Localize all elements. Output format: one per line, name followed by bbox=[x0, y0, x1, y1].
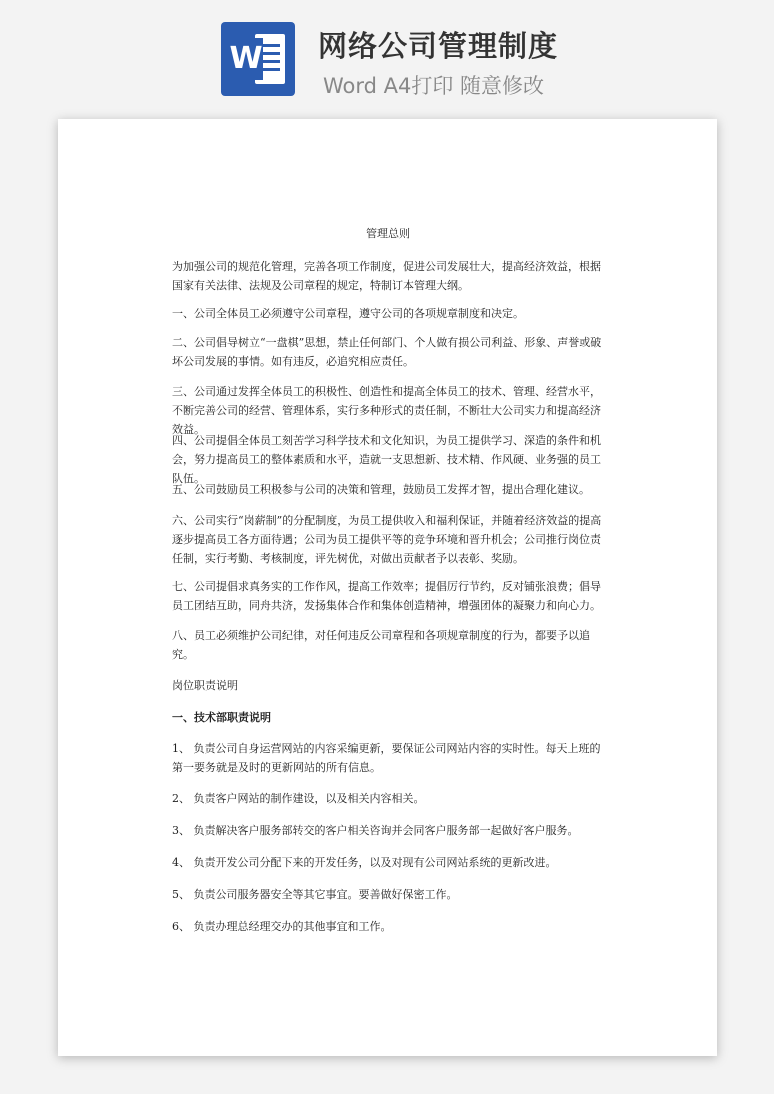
article-7: 七、公司提倡求真务实的工作作风，提高工作效率；提倡厉行节约，反对铺张浪费；倡导员工团结互助，同舟共济，发扬集体合作和集体创造精神，增强团体的凝聚力和向心力。 bbox=[172, 580, 601, 612]
section-2-title: 岗位职责说明 bbox=[172, 679, 238, 692]
section-heading: 管理总则 bbox=[366, 227, 410, 240]
duty-3: 3、 负责解决客户服务部转交的客户相关咨询并会同客户服务部一起做好客户服务。 bbox=[172, 824, 579, 837]
document-page bbox=[58, 119, 717, 1056]
banner bbox=[0, 0, 774, 118]
duty-1: 1、 负责公司自身运营网站的内容采编更新，要保证公司网站内容的实时性。每天上班的第一要务就是及时的更新网站的所有信息。 bbox=[172, 742, 601, 774]
dept-title: 一、技术部职责说明 bbox=[172, 711, 271, 724]
article-4: 四、公司提倡全体员工刻苦学习科学技术和文化知识，为员工提供学习、深造的条件和机会，努力提高员工的整体素质和水平，造就一支思想新、技术精、作风硬、业务强的员工队伍。 bbox=[172, 434, 601, 485]
document-subtitle: Word A4打印 随意修改 bbox=[323, 74, 545, 98]
article-2: 二、公司倡导树立“一盘棋”思想，禁止任何部门、个人做有损公司利益、形象、声誉或破坏公司发展的事情。如有违反，必追究相应责任。 bbox=[172, 336, 602, 368]
article-8: 八、员工必须维护公司纪律，对任何违反公司章程和各项规章制度的行为，都要予以追究。 bbox=[172, 629, 590, 661]
document-title: 网络公司管理制度 bbox=[318, 29, 559, 63]
word-logo-icon bbox=[221, 22, 295, 96]
duty-6: 6、 负责办理总经理交办的其他事宜和工作。 bbox=[172, 920, 392, 933]
word-letter: W bbox=[229, 38, 263, 80]
article-6: 六、公司实行“岗薪制”的分配制度，为员工提供收入和福利保证，并随着经济效益的提高逐步提高员工各方面待遇；公司为员工提供平等的竞争环境和晋升机会；公司推行岗位责任制，实行考勤、考核制度，评先树优，对做出贡献者予以表彰、奖励。 bbox=[172, 514, 602, 565]
intro-paragraph: 为加强公司的规范化管理，完善各项工作制度，促进公司发展壮大，提高经济效益，根据国家有关法律、法规及公司章程的规定，特制订本管理大纲。 bbox=[172, 260, 601, 292]
article-3: 三、公司通过发挥全体员工的积极性、创造性和提高全体员工的技术、管理、经营水平，不断完善公司的经营、管理体系，实行多种形式的责任制，不断壮大公司实力和提高经济效益。 bbox=[172, 385, 601, 436]
article-5: 五、公司鼓励员工积极参与公司的决策和管理，鼓励员工发挥才智，提出合理化建议。 bbox=[172, 483, 590, 496]
article-1: 一、公司全体员工必须遵守公司章程，遵守公司的各项规章制度和决定。 bbox=[172, 307, 524, 320]
duty-5: 5、 负责公司服务器安全等其它事宜。要善做好保密工作。 bbox=[172, 888, 458, 901]
duty-2: 2、 负责客户网站的制作建设，以及相关内容相关。 bbox=[172, 792, 425, 805]
duty-4: 4、 负责开发公司分配下来的开发任务，以及对现有公司网站系统的更新改进。 bbox=[172, 856, 557, 869]
